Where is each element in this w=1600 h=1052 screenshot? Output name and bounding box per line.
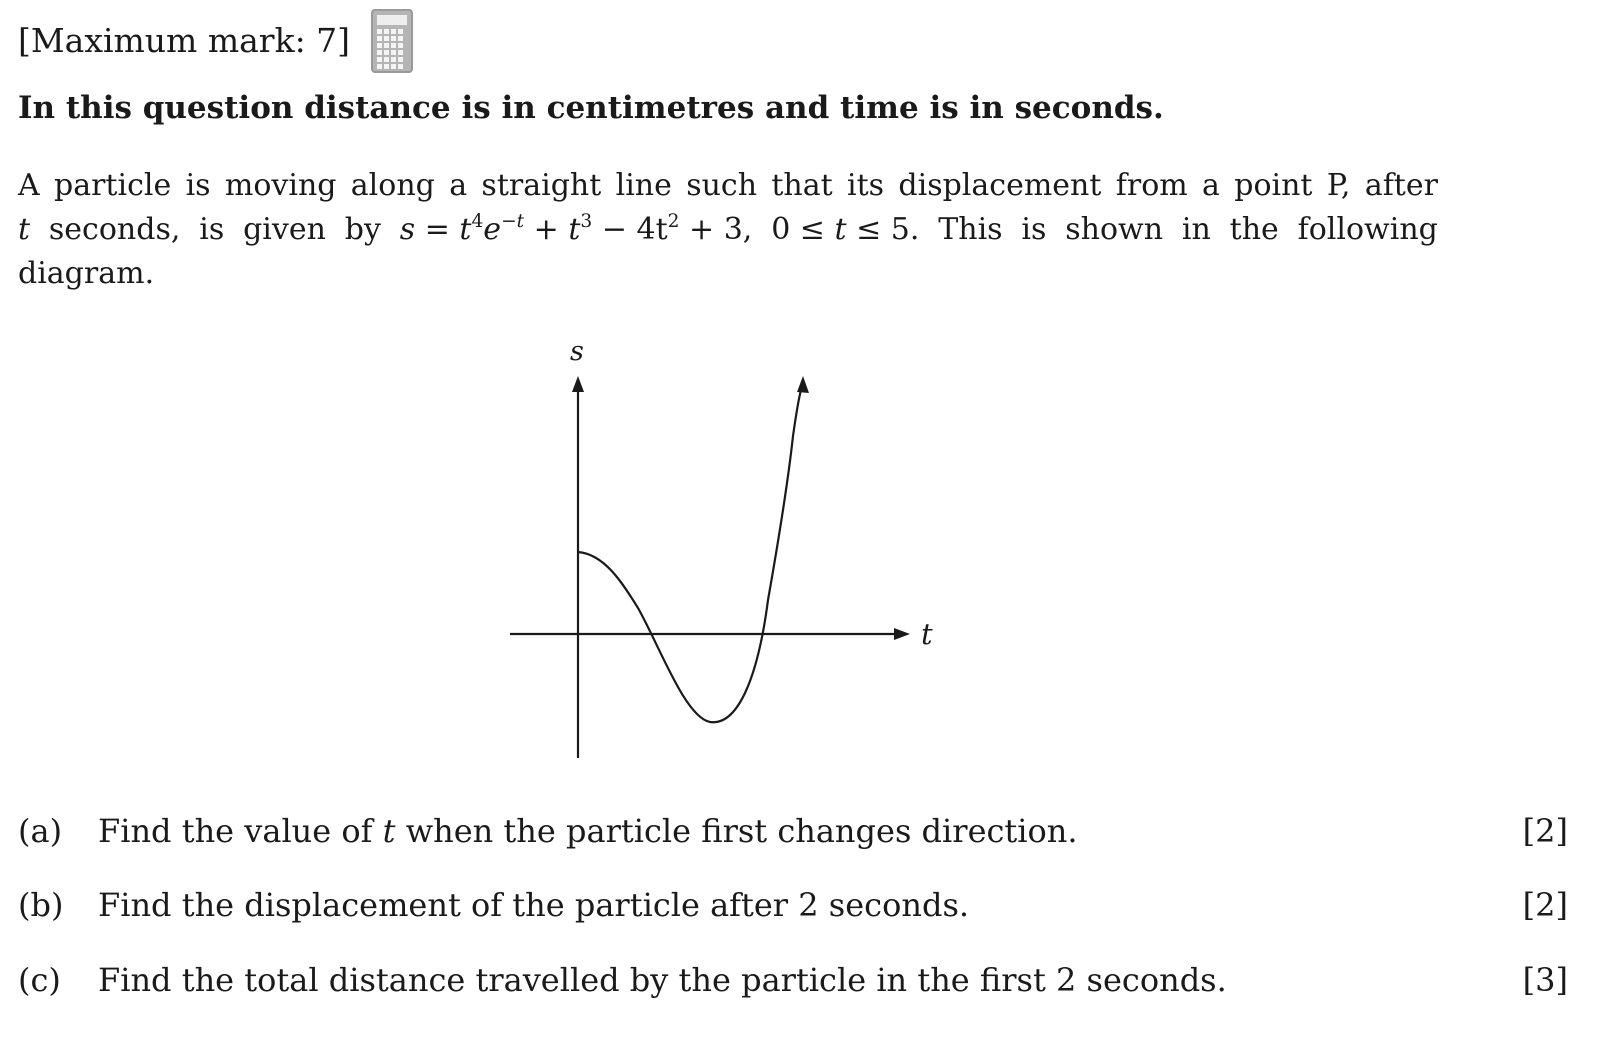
formula-equals: = [424, 212, 450, 247]
question-text [98, 812, 1078, 850]
word: given [243, 212, 326, 247]
word: such [686, 168, 758, 203]
word: its [847, 168, 885, 203]
domain-variable: t [834, 212, 847, 247]
domain-condition [771, 208, 919, 252]
variable-t: t [18, 212, 31, 247]
word: seconds, [48, 212, 181, 247]
question-text-end: when the particle first changes direction. [395, 812, 1078, 850]
question-label: (a) [18, 812, 63, 850]
formula-exponent: 3 [580, 211, 593, 233]
word: particle [54, 168, 172, 203]
word: moving [224, 168, 337, 203]
question-label: (c) [18, 961, 61, 999]
t-axis-label: t [921, 617, 933, 651]
curve-arrow [797, 376, 809, 393]
question-header [18, 8, 414, 74]
question-text-start: Find the value of [98, 812, 383, 850]
word: straight [481, 168, 602, 203]
s-axis-arrow [572, 376, 584, 392]
displacement-graph [500, 332, 960, 772]
formula-plus: + [533, 212, 559, 247]
word: displacement [898, 168, 1102, 203]
formula-e: e [483, 212, 502, 247]
formula-exponent: 4 [471, 211, 484, 233]
calculator-icon [370, 8, 414, 74]
formula-exponent: −t [501, 211, 525, 233]
question-text: Find the displacement of the particle after 2 seconds. [98, 886, 970, 924]
word: P, [1326, 168, 1351, 203]
units-statement: In this question distance is in centimetres and time is in seconds. [18, 90, 1164, 126]
word: a [1202, 168, 1220, 203]
domain-lower: 0 ≤ [771, 212, 825, 247]
problem-paragraph [18, 164, 1438, 296]
formula-t: t [459, 212, 472, 247]
question-marks: [2] [1522, 812, 1568, 850]
word: a [449, 168, 468, 203]
word: the [1229, 212, 1279, 247]
formula-t: t [568, 212, 581, 247]
word: diagram. [18, 256, 155, 291]
word: in [1181, 212, 1211, 247]
question-marks: [2] [1522, 886, 1568, 924]
formula-minus: − [601, 212, 627, 247]
word: This [938, 212, 1003, 247]
paragraph-line-2 [18, 208, 1438, 252]
formula-exponent: 2 [667, 211, 680, 233]
paragraph-line-1 [18, 164, 1438, 208]
question-label: (b) [18, 886, 64, 924]
word: is [185, 168, 211, 203]
word: by [344, 212, 381, 247]
paragraph-line-3 [18, 252, 1438, 296]
word: following [1297, 212, 1438, 247]
question-marks: [3] [1522, 961, 1568, 999]
formula-s: s [399, 212, 416, 247]
t-axis-arrow [894, 628, 910, 640]
displacement-curve [578, 387, 802, 722]
word: point [1234, 168, 1313, 203]
word: shown [1065, 212, 1164, 247]
word: A [18, 168, 40, 203]
question-variable: t [382, 812, 396, 850]
word: along [350, 168, 435, 203]
displacement-formula [400, 208, 753, 252]
maximum-mark: [Maximum mark: 7] [18, 21, 351, 60]
word: is [199, 212, 225, 247]
word: from [1115, 168, 1188, 203]
s-axis-label: s [570, 336, 584, 367]
question-text: Find the total distance travelled by the particle in the first 2 seconds. [98, 961, 1227, 999]
word: after [1364, 168, 1438, 203]
word: is [1021, 212, 1047, 247]
formula-term: 4t [636, 212, 668, 247]
domain-upper: ≤ 5. [856, 212, 920, 247]
word: that [771, 168, 833, 203]
word: line [615, 168, 672, 203]
formula-term: + 3, [689, 212, 753, 247]
